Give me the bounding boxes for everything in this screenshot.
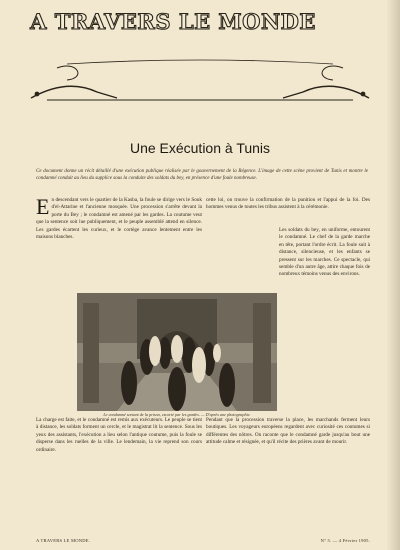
footer-publication: A TRAVERS LE MONDE. (36, 538, 91, 543)
footer-issue: N° 5. — 4 Février 1905. (320, 538, 370, 543)
article-column-right-narrow: Les soldats du bey, en uniforme, entourent le condamné. Le chef de la garde marche en tête, portant l'ordre écrit. La foule suit à distance, silencieuse, et les enfants se pressent sur les marches. Ce spectacle, qui semble d'un autre âge, attire chaque fois de nombreux témoins venus des environs. (279, 227, 370, 278)
article-intro: Ce document donne un récit détaillé d'une exécution publique réalisée par le gouvernement de la Régence. L'image de cette scène provient de Tunis et montre le condamné conduit au lieu du supplice sous la conduite des soldats du bey, en présence d'une foule nombreuse. (36, 169, 368, 181)
article-column-right-lower: Pendant que la procession traverse la place, les marchands ferment leurs boutiques. Les voyageurs européens regardent avec curiosité ces coutumes si différentes des nôtres. On raconte que le condamné garde jusqu'au bout une attitude calme et résignée, et qu'il récite des prières avant de mourir. (206, 417, 370, 446)
photo-caption: Le condamné sortant de la prison, escorté par les gardes. — D'après une photographie. (103, 412, 251, 417)
article-column-left-lower: La charge est faite, et le condamné est remis aux exécuteurs. Le peuple se tient à distance, les soldats forment un cercle, et le magistrat lit la sentence. Sous les yeux des assistants, l'exécution a lieu selon l'antique coutume, puis la foule se disperse dans les ruelles de la ville. Le lendemain, la vie reprend son cours ordinaire. (36, 417, 202, 453)
column-left-text: n descendant vers le quartier de la Kasba, la foule se dirige vers le Souk d'el-Attarine et l'ancienne mosquée. Une procession s'arrête devant la porte du Bey ; le condamné est amené par les gardes. La coutume veut que la sentence soit lue publiquement, et le peuple assemblé attend en silence. Les gardes écartent les curieux, et le cortège avance lentement entre les maisons blanches. (36, 197, 202, 241)
page-edge-shadow (386, 0, 400, 550)
drop-cap: E (36, 194, 50, 219)
masthead-ornament (27, 58, 373, 106)
article-title: Une Exécution à Tunis (129, 140, 271, 156)
article-column-right-top: cette loi, on trouve la confirmation de la punition et l'appui de la foi. Des hommes venus de toutes les tribus assistent à la cérémonie. (206, 197, 370, 211)
masthead-title: A TRAVERS LE MONDE (30, 9, 316, 34)
article-column-left (36, 194, 202, 241)
execution-photograph (77, 293, 277, 411)
